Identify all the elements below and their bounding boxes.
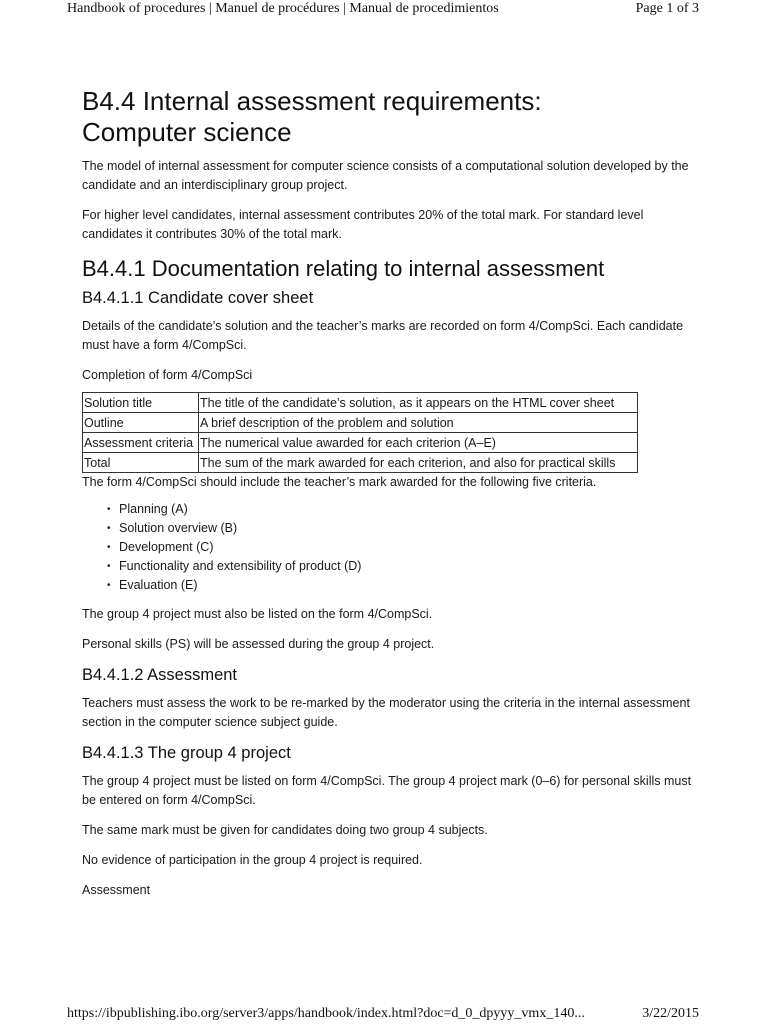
page-number: Page 1 of 3 [635, 1, 699, 16]
print-footer [0, 1006, 768, 1024]
table-cell-term: Outline [83, 413, 199, 433]
page-title-line-1: B4.4 Internal assessment requirements: [82, 86, 542, 116]
table-row [83, 433, 638, 453]
document-body [82, 86, 692, 911]
table-cell-description: The sum of the mark awarded for each criterion, and also for practical skills [199, 453, 638, 473]
intro-paragraph-1: The model of internal assessment for computer science consists of a computational solution developed by the candidate and an interdisciplinary group project. [82, 159, 689, 192]
print-header-title: Handbook of procedures | Manuel de procédures | Manual de procedimientos [67, 1, 499, 16]
cover-sheet-paragraph: Details of the candidate’s solution and the teacher’s marks are recorded on form 4/CompSci. Each candidate must have a form 4/CompSci. [82, 319, 684, 352]
personal-skills-paragraph: Personal skills (PS) will be assessed during the group 4 project. [82, 637, 435, 651]
table-cell-term: Solution title [83, 393, 199, 413]
footer-url: https://ibpublishing.ibo.org/server3/apps/handbook/index.html?doc=d_0_dpyyy_vmx_140... [67, 1006, 585, 1021]
criteria-intro: The form 4/CompSci should include the teacher’s mark awarded for the following five criteria. [82, 475, 597, 489]
assessment-paragraph: Teachers must assess the work to be re-marked by the moderator using the criteria in the internal assessment section in the computer science subject guide. [82, 696, 690, 729]
table-cell-term: Assessment criteria [83, 433, 199, 453]
group4-paragraph-3: No evidence of participation in the group 4 project is required. [82, 853, 423, 867]
group4-paragraph-1: The group 4 project must be listed on form 4/CompSci. The group 4 project mark (0–6) for personal skills must be entered on form 4/CompSci. [82, 774, 692, 807]
table-cell-term: Total [83, 453, 199, 473]
table-caption: Completion of form 4/CompSci [82, 368, 253, 382]
table-row [83, 453, 638, 473]
list-item: • Planning (A) [119, 500, 692, 519]
print-header [0, 0, 768, 24]
table-cell-description: The numerical value awarded for each criterion (A–E) [199, 433, 638, 453]
list-item: • Development (C) [119, 538, 692, 557]
table-cell-description: The title of the candidate’s solution, as it appears on the HTML cover sheet [199, 393, 638, 413]
footer-date: 3/22/2015 [642, 1006, 699, 1021]
list-item: • Functionality and extensibility of product (D) [119, 557, 692, 576]
list-item: • Evaluation (E) [119, 576, 692, 595]
subsection-heading-assessment: B4.4.1.2 Assessment [82, 666, 238, 684]
subsection-heading-cover-sheet: B4.4.1.1 Candidate cover sheet [82, 289, 314, 307]
group4-listing-paragraph: The group 4 project must also be listed on the form 4/CompSci. [82, 607, 433, 621]
page-title [82, 86, 692, 148]
subsection-heading-group4: B4.4.1.3 The group 4 project [82, 744, 291, 762]
intro-paragraph-2: For higher level candidates, internal assessment contributes 20% of the total mark. For standard level candidates it contributes 30% of the total mark. [82, 208, 644, 241]
group4-paragraph-4: Assessment [82, 883, 151, 897]
page-title-line-2: Computer science [82, 117, 292, 147]
table-row [83, 393, 638, 413]
criteria-list [82, 500, 692, 595]
table-cell-description: A brief description of the problem and solution [199, 413, 638, 433]
group4-paragraph-2: The same mark must be given for candidates doing two group 4 subjects. [82, 823, 488, 837]
section-heading-documentation: B4.4.1 Documentation relating to internal assessment [82, 256, 605, 281]
form-completion-table [82, 392, 638, 473]
list-item: • Solution overview (B) [119, 519, 692, 538]
table-row [83, 413, 638, 433]
